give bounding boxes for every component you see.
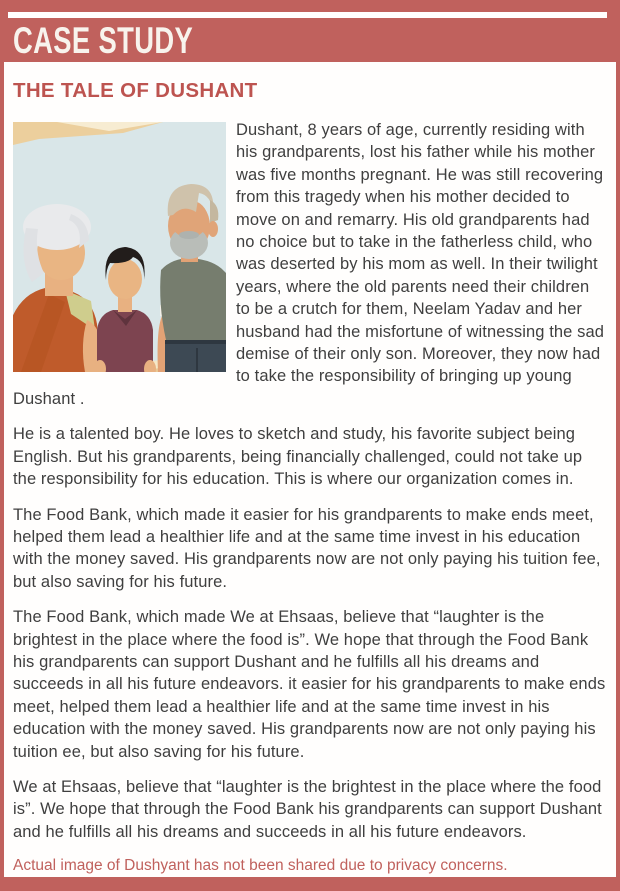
family-illustration	[13, 122, 226, 372]
banner-row	[13, 18, 256, 62]
paragraph-5: We at Ehsaas, believe that “laughter is the brightest in the place where the food is”. We hope that through the Food Bank his grandparents can support Dushant and he fulfills all his dreams and succeeds in all his future endeavors.	[13, 777, 602, 841]
grandfather-figure	[158, 184, 226, 372]
case-study-banner	[0, 0, 620, 62]
paragraph-1: Dushant, 8 years of age, currently residing with his grandparents, lost his father while his mother was five months pregnant. He was still recovering from this tragedy when his mother decided to move on and remarry. His old grandparents had no choice but to take in the fatherless child, who was deserted by his mom as well. In their twilight years, where the old parents need their children to be a crutch for them, Neelam Yadav and her husband had the misfortune of witnessing the sad demise of their only son. Moreover, they now had to take the responsibility of bringing up young Dushant .	[13, 121, 605, 408]
page-title: THE TALE OF DUSHANT	[13, 79, 258, 102]
privacy-note: Actual image of Dushyant has not been shared due to privacy concerns.	[13, 857, 508, 875]
content-card	[0, 62, 620, 891]
paragraph-3: The Food Bank, which made it easier for his grandparents to make ends meet, helped them lead a healthier life and at the same time invest in his education with the money saved. His grandparents now are not only paying his tuition fee, but also saving for his future.	[13, 505, 601, 591]
banner-title: CASE STUDY	[13, 19, 194, 61]
paragraph-4: The Food Bank, which made We at Ehsaas, believe that “laughter is the brightest in the place where the food is”. We hope that through the Food Bank his grandparents can support Dushant and he fulfills all his dreams and succeeds in all his future endeavors. it easier for his grandparents to make ends meet, helped them lead a healthier life and at the same time invest in his education with the money saved. His grandparents now are not only paying his tuition ee, but also saving for his future.	[13, 608, 606, 761]
paragraph-2: He is a talented boy. He loves to sketch and study, his favorite subject being English. But his grandparents, being financially challenged, could not take up the responsibility for his education. This is where our organization comes in.	[13, 425, 583, 489]
family-illustration-svg	[13, 122, 226, 372]
